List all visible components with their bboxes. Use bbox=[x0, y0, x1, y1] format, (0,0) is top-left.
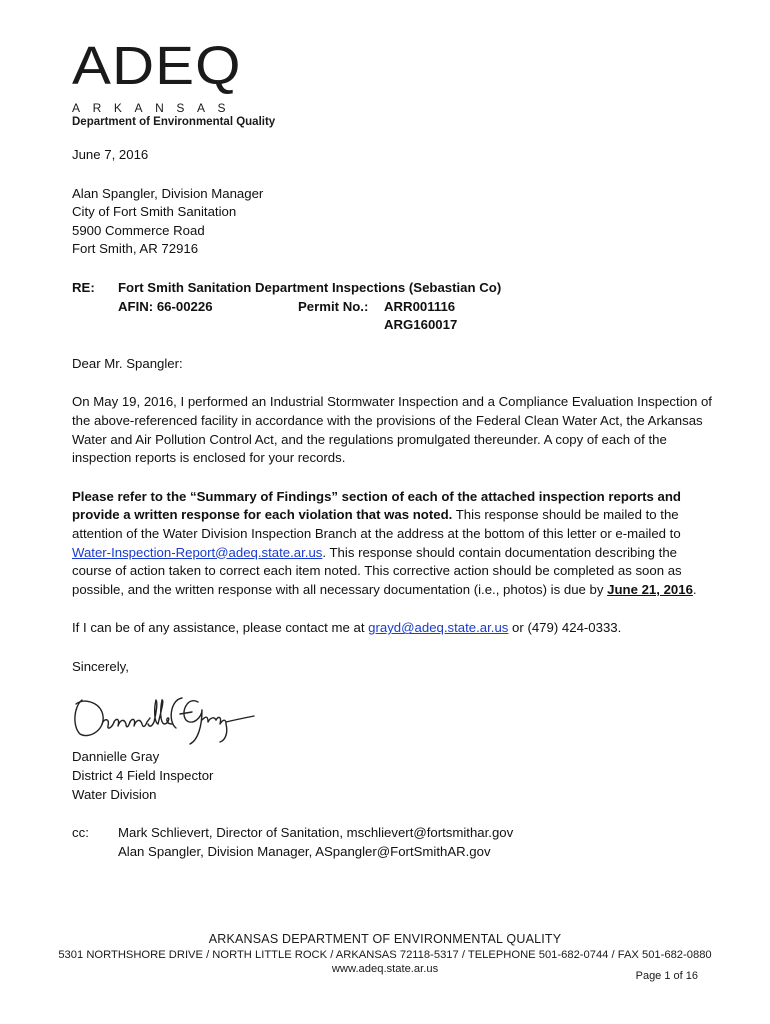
signer-division: Water Division bbox=[72, 786, 157, 802]
re-subject: Fort Smith Sanitation Department Inspections (Sebastian Co) bbox=[118, 279, 502, 295]
afin-number: AFIN: 66-00226 bbox=[118, 298, 213, 314]
paragraph-contact: If I can be of any assistance, please contact me at grayd@adeq.state.ar.us or (479) 424-0333. bbox=[72, 620, 622, 636]
adeq-logo: ADEQ bbox=[72, 36, 242, 96]
handwritten-signature bbox=[68, 678, 258, 748]
recipient-line: 5900 Commerce Road bbox=[72, 222, 205, 238]
recipient-line: Alan Spangler, Division Manager bbox=[72, 185, 264, 201]
page-number: Page 1 of 16 bbox=[635, 970, 698, 982]
footer bbox=[40, 932, 730, 975]
footer-agency: ARKANSAS DEPARTMENT OF ENVIRONMENTAL QUALITY bbox=[208, 932, 562, 946]
inspector-email-link[interactable]: grayd@adeq.state.ar.us bbox=[368, 620, 509, 636]
findings-instruction: Please refer to the “Summary of Findings” section of each of the attached inspection reports and provide a written response for each violation that was noted. bbox=[72, 488, 681, 523]
logo-state-name: ARKANSAS bbox=[72, 101, 239, 115]
recipient-line: City of Fort Smith Sanitation bbox=[72, 204, 237, 220]
letter-body bbox=[72, 146, 712, 861]
signer-name: Dannielle Gray bbox=[72, 749, 160, 765]
closing: Sincerely, bbox=[72, 658, 129, 674]
logo-department-name: Department of Environmental Quality bbox=[72, 116, 276, 128]
cc-recipient: Alan Spangler, Division Manager, ASpangler@FortSmithAR.gov bbox=[118, 843, 491, 859]
permit-number: ARR001116 bbox=[384, 298, 456, 314]
cc-block bbox=[72, 824, 712, 861]
signer-block bbox=[72, 748, 712, 804]
permit-number: ARG160017 bbox=[384, 317, 458, 333]
salutation: Dear Mr. Spangler: bbox=[72, 355, 183, 371]
permit-label: Permit No.: bbox=[298, 298, 369, 314]
report-email-link[interactable]: Water-Inspection-Report@adeq.state.ar.us bbox=[72, 544, 323, 560]
letterhead bbox=[72, 36, 332, 128]
letter-date: June 7, 2016 bbox=[72, 147, 149, 162]
cc-label: cc: bbox=[72, 825, 89, 841]
cc-recipient: Mark Schlievert, Director of Sanitation, mschlievert@fortsmithar.gov bbox=[118, 825, 514, 841]
signer-title: District 4 Field Inspector bbox=[72, 768, 214, 784]
paragraph-response: Please refer to the “Summary of Findings” section of each of the attached inspection reports and provide a written response for each violation that was noted. This response should be mailed to the attention of the Water Division Inspection Branch at the address at the bottom of this letter or e-mailed to Water-Inspection-Report@adeq.state.ar.us. This response should contain documentation describing the course of action taken to correct each item noted. This corrective action should be completed as soon as possible, and the written response with all necessary documentation (i.e., photos) is due by June 21, 2016. bbox=[72, 488, 697, 597]
footer-website: www.adeq.state.ar.us bbox=[331, 963, 439, 975]
re-label: RE: bbox=[72, 279, 95, 295]
due-date: June 21, 2016 bbox=[607, 581, 693, 597]
recipient-address bbox=[72, 185, 712, 259]
paragraph-inspection: On May 19, 2016, I performed an Industrial Stormwater Inspection and a Compliance Evaluation Inspection of the above-referenced facility in accordance with the provisions of the Federal Clean Water Act, the Arkansas Water and Air Pollution Control Act, and the regulations promulgated thereunder. A copy of each of the inspection reports is enclosed for your records. bbox=[72, 394, 712, 466]
footer-address: 5301 NORTHSHORE DRIVE / NORTH LITTLE ROCK / ARKANSAS 72118-5317 / TELEPHONE 501-682-0744 / FAX 501-682-0880 bbox=[58, 949, 712, 961]
recipient-line: Fort Smith, AR 72916 bbox=[72, 241, 199, 257]
re-block bbox=[72, 279, 712, 335]
